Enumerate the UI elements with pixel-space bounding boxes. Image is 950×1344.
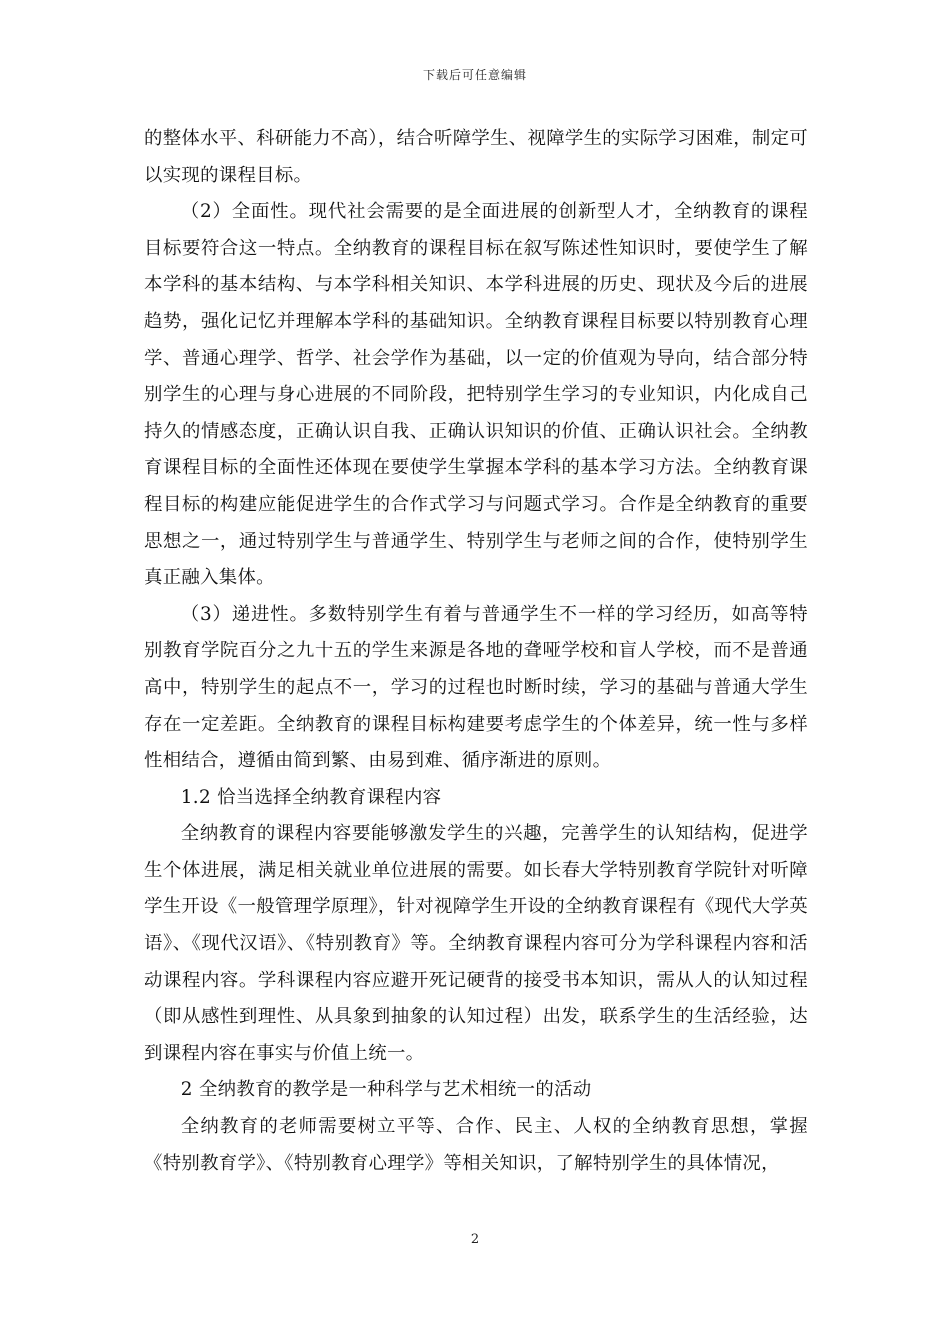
paragraph-3: （3）递进性。多数特别学生有着与普通学生不一样的学习经历，如高等特别教育学院百分之九十五的学生来源是各地的聋哑学校和盲人学校，而不是普通高中，特别学生的起点不一，学习的过程也时断时续，学习的基础与普通大学生存在一定差距。全纳教育的课程目标构建要考虑学生的个体差异，统一性与多样性相结合，遵循由简到繁、由易到难、循序渐进的原则。 bbox=[144, 603, 808, 772]
paragraph-2: （2）全面性。现代社会需要的是全面进展的创新型人才，全纳教育的课程目标要符合这一特点。全纳教育的课程目标在叙写陈述性知识时，要使学生了解本学科的基本结构、与本学科相关知识、本学科进展的历史、现状及今后的进展趋势，强化记忆并理解本学科的基础知识。全纳教育课程目标要以特别教育心理学、普通心理学、哲学、社会学作为基础，以一定的价值观为导向，结合部分特别学生的心理与身心进展的不同阶段，把特别学生学习的专业知识，内化成自己持久的情感态度，正确认识自我、正确认识知识的价值、正确认识社会。全纳教育课程目标的全面性还体现在要使学生掌握本学科的基本学习方法。全纳教育课程目标的构建应能促进学生的合作式学习与问题式学习。合作是全纳教育的重要思想之一，通过特别学生与普通学生、特别学生与老师之间的合作，使特别学生真正融入集体。 bbox=[144, 201, 808, 589]
paragraph-5: 全纳教育的老师需要树立平等、合作、民主、人权的全纳教育思想，掌握《特别教育学》、《特别教育心理学》等相关知识，了解特别学生的具体情况， bbox=[144, 1116, 808, 1174]
page-header: 下载后可任意编辑 bbox=[422, 68, 527, 82]
page-number: 2 bbox=[470, 1232, 480, 1247]
paragraph-1: 的整体水平、科研能力不高），结合听障学生、视障学生的实际学习困难，制定可以实现的课程目标。 bbox=[144, 128, 808, 186]
section-heading-1-2: 1.2 恰当选择全纳教育课程内容 bbox=[180, 786, 442, 808]
paragraph-4: 全纳教育的课程内容要能够激发学生的兴趣，完善学生的认知结构，促进学生个体进展，满足相关就业单位进展的需要。如长春大学特别教育学院针对听障学生开设《一般管理学原理》，针对视障学生开设的全纳教育课程有《现代大学英语》、《现代汉语》、《特别教育》等。全纳教育课程内容可分为学科课程内容和活动课程内容。学科课程内容应避开死记硬背的接受书本知识，需从人的认知过程（即从感性到理性、从具象到抽象的认知过程）出发，联系学生的生活经验，达到课程内容在事实与价值上统一。 bbox=[144, 823, 808, 1064]
document-body bbox=[144, 121, 808, 1182]
section-heading-2: 2 全纳教育的教学是一种科学与艺术相统一的活动 bbox=[180, 1079, 592, 1101]
